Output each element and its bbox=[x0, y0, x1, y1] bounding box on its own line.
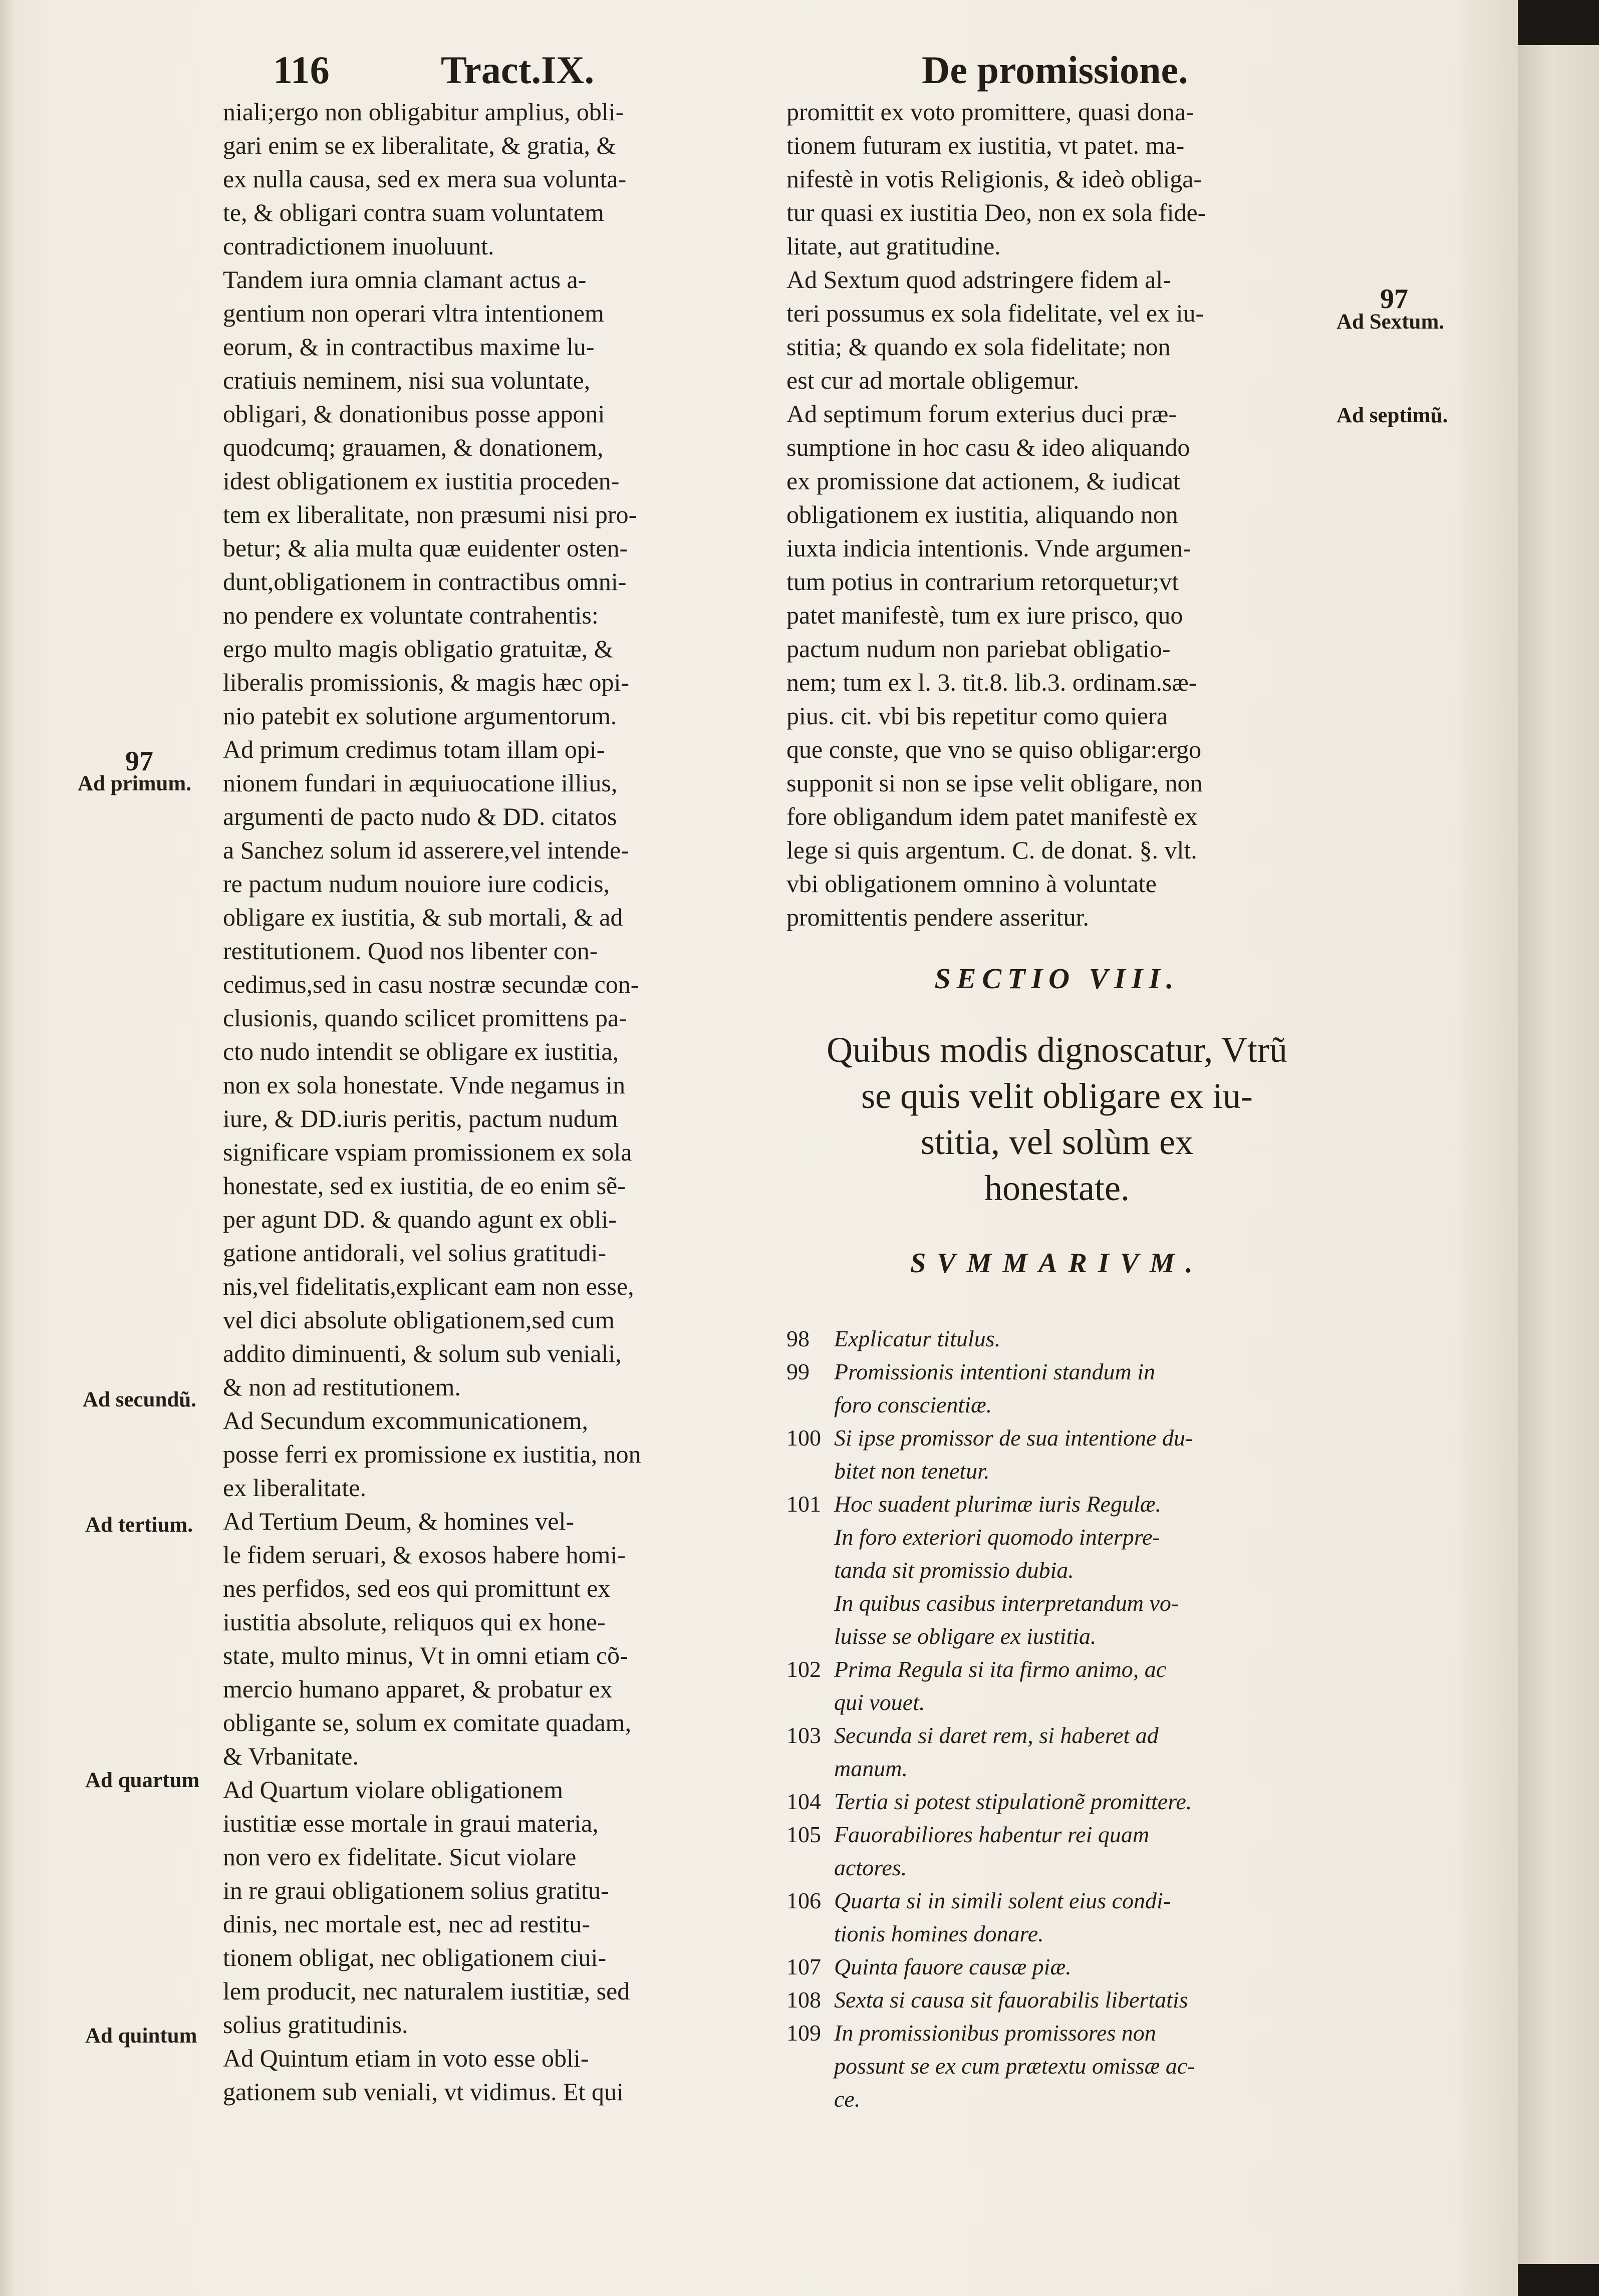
text-line: lege si quis argentum. C. de donat. §. vlt. bbox=[786, 836, 1197, 864]
text-line: vel dici absolute obligationem,sed cum bbox=[223, 1306, 615, 1334]
text-line: ex promissione dat actionem, & iudicat bbox=[786, 467, 1180, 495]
summary-item bbox=[786, 1950, 1327, 1983]
summary-number: 104 bbox=[786, 1789, 821, 1814]
text-line: que conste, que vno se quiso obligar:ergo bbox=[786, 735, 1202, 763]
text-line: cedimus,sed in casu nostræ secundæ con- bbox=[223, 970, 639, 998]
text-line: promittit ex voto promittere, quasi dona- bbox=[786, 98, 1194, 126]
section-title-line: honestate. bbox=[984, 1168, 1130, 1208]
text-line: stitia; & quando ex sola fidelitate; non bbox=[786, 333, 1171, 361]
section-title-line: se quis velit obligare ex iu- bbox=[861, 1076, 1253, 1116]
text-line: nifestè in votis Religionis, & ideò obliga- bbox=[786, 165, 1202, 193]
summary-text: Fauorabiliores habentur rei quam bbox=[834, 1822, 1150, 1847]
text-line: argumenti de pacto nudo & DD. citatos bbox=[223, 802, 617, 830]
margin-ad-quartum: Ad quartum bbox=[85, 1769, 200, 1792]
text-line: te, & obligari contra suam voluntatem bbox=[223, 198, 604, 226]
text-line: idest obligationem ex iustitia proceden- bbox=[223, 467, 620, 495]
text-line: tur quasi ex iustitia Deo, non ex sola fide- bbox=[786, 198, 1206, 226]
text-line: re pactum nudum nouiore iure codicis, bbox=[223, 870, 610, 898]
text-line: patet manifestè, tum ex iure prisco, quo bbox=[786, 601, 1183, 629]
text-line: obligationem ex iustitia, aliquando non bbox=[786, 500, 1178, 528]
summary-text: qui vouet. bbox=[834, 1689, 925, 1715]
summary-number: 107 bbox=[786, 1954, 821, 1979]
text-line: obligare ex iustitia, & sub mortali, & ad bbox=[223, 903, 623, 931]
text-line: ergo multo magis obligatio gratuitæ, & bbox=[223, 635, 614, 663]
summary-number: 98 bbox=[786, 1326, 810, 1351]
summary-text: In promissionibus promissores non bbox=[834, 2020, 1156, 2046]
summary-item bbox=[786, 1455, 1327, 1488]
text-line: nem; tum ex l. 3. tit.8. lib.3. ordinam.sæ- bbox=[786, 668, 1197, 696]
section-title-line: Quibus modis dignoscatur, Vtrũ bbox=[827, 1030, 1287, 1070]
text-line: Ad primum credimus totam illam opi- bbox=[223, 735, 605, 763]
text-line: ex liberalitate. bbox=[223, 1474, 366, 1502]
text-line: dinis, nec mortale est, nec ad restitu- bbox=[223, 1910, 591, 1938]
text-line: Ad Quartum violare obligationem bbox=[223, 1776, 564, 1804]
summary-number: 103 bbox=[786, 1723, 821, 1748]
margin-ad-primum: Ad primum. bbox=[78, 772, 191, 795]
summary-number: 99 bbox=[786, 1359, 810, 1384]
text-line: obligante se, solum ex comitate quadam, bbox=[223, 1708, 632, 1737]
text-line: gentium non operari vltra intentionem bbox=[223, 299, 604, 327]
text-line: cto nudo intendit se obligare ex iustitia, bbox=[223, 1037, 619, 1065]
summary-item bbox=[786, 1686, 1327, 1719]
text-line: promittentis pendere asseritur. bbox=[786, 903, 1090, 931]
text-line: in re graui obligationem solius gratitu- bbox=[223, 1876, 609, 1904]
summary-item bbox=[786, 2017, 1327, 2050]
text-line: pactum nudum non pariebat obligatio- bbox=[786, 635, 1171, 663]
text-line: Ad Secundum excommunicationem, bbox=[223, 1406, 589, 1434]
summary-item bbox=[786, 1752, 1327, 1785]
text-line: iure, & DD.iuris peritis, pactum nudum bbox=[223, 1104, 618, 1132]
running-header bbox=[0, 48, 1518, 93]
summary-number: 100 bbox=[786, 1425, 821, 1451]
summary-item bbox=[786, 1818, 1327, 1851]
summary-text: Sexta si causa sit fauorabilis libertatis bbox=[834, 1987, 1188, 2013]
text-line: pius. cit. vbi bis repetitur como quiera bbox=[786, 702, 1168, 730]
text-line: per agunt DD. & quando agunt ex obli- bbox=[223, 1205, 617, 1233]
margin-number-right: 97 bbox=[1380, 283, 1408, 315]
text-line: nes perfidos, sed eos qui promittunt ex bbox=[223, 1574, 611, 1602]
text-line: vbi obligationem omnino à voluntate bbox=[786, 870, 1157, 898]
text-line: Ad septimum forum exterius duci præ- bbox=[786, 400, 1177, 428]
summary-item bbox=[786, 1653, 1327, 1686]
summary-number: 109 bbox=[786, 2020, 821, 2046]
text-line: litate, aut gratitudine. bbox=[786, 232, 1001, 260]
summary-text: foro conscientiæ. bbox=[834, 1392, 992, 1417]
summary-item bbox=[786, 2050, 1327, 2083]
text-line: Ad Tertium Deum, & homines vel- bbox=[223, 1507, 575, 1535]
summary-text: ce. bbox=[834, 2086, 861, 2112]
text-line: nio patebit ex solutione argumentorum. bbox=[223, 702, 617, 730]
text-line: tionem obligat, nec obligationem ciui- bbox=[223, 1943, 607, 1971]
running-title: De promissione. bbox=[922, 48, 1188, 92]
summary-item bbox=[786, 1719, 1327, 1752]
text-line: & non ad restitutionem. bbox=[223, 1373, 461, 1401]
margin-ad-quintum: Ad quintum bbox=[85, 2024, 197, 2048]
text-line: sumptione in hoc casu & ideo aliquando bbox=[786, 433, 1190, 461]
summary-text: Quarta si in simili solent eius condi- bbox=[834, 1888, 1171, 1913]
text-line: significare vspiam promissionem ex sola bbox=[223, 1138, 632, 1166]
summary-text: Secunda si daret rem, si haberet ad bbox=[834, 1723, 1159, 1748]
summary-text: Promissionis intentioni standum in bbox=[834, 1359, 1156, 1384]
text-line: gatione antidorali, vel solius gratitudi- bbox=[223, 1239, 607, 1267]
right-column bbox=[786, 95, 1327, 934]
text-line: le fidem seruari, & exosos habere homi- bbox=[223, 1541, 626, 1569]
summary-item bbox=[786, 1322, 1327, 1355]
summary-number: 105 bbox=[786, 1822, 821, 1847]
text-line: cratiuis neminem, nisi sua voluntate, bbox=[223, 366, 591, 394]
text-line: clusionis, quando scilicet promittens pa- bbox=[223, 1004, 627, 1032]
summary-text: Prima Regula si ita firmo animo, ac bbox=[834, 1656, 1167, 1682]
summary-text: Si ipse promissor de sua intentione du- bbox=[834, 1425, 1193, 1451]
margin-ad-secundum: Ad secundũ. bbox=[83, 1388, 197, 1411]
text-line: no pendere ex voluntate contrahentis: bbox=[223, 601, 599, 629]
margin-number-left: 97 bbox=[125, 746, 153, 777]
margin-ad-sextum: Ad Sextum. bbox=[1337, 310, 1445, 334]
summary-item bbox=[786, 1851, 1327, 1884]
summary-text: actores. bbox=[834, 1855, 907, 1880]
text-line: tem ex liberalitate, non præsumi nisi pro- bbox=[223, 500, 637, 528]
text-line: fore obligandum idem patet manifestè ex bbox=[786, 802, 1198, 830]
summary-item bbox=[786, 1488, 1327, 1521]
summary-text: tanda sit promissio dubia. bbox=[834, 1557, 1074, 1583]
summary-text: Hoc suadent plurimæ iuris Regulæ. bbox=[834, 1491, 1161, 1517]
text-line: iustitiæ esse mortale in graui materia, bbox=[223, 1809, 599, 1837]
text-line: contradictionem inuoluunt. bbox=[223, 232, 494, 260]
text-line: iustitia absolute, reliquos qui ex hone- bbox=[223, 1608, 606, 1636]
summary-text: In quibus casibus interpretandum vo- bbox=[834, 1590, 1179, 1616]
margin-ad-septimum: Ad septimũ. bbox=[1337, 404, 1448, 427]
summary-item bbox=[786, 1884, 1327, 1917]
text-line: honestate, sed ex iustitia, de eo enim sẽ- bbox=[223, 1172, 626, 1200]
text-line: obligari, & donationibus posse apponi bbox=[223, 400, 605, 428]
text-line: niali;ergo non obligabitur amplius, obli- bbox=[223, 98, 624, 126]
text-line: mercio humano apparet, & probatur ex bbox=[223, 1675, 613, 1703]
section-label: SECTIO VIII. bbox=[934, 962, 1180, 995]
summary-item bbox=[786, 1355, 1327, 1388]
text-line: state, multo minus, Vt in omni etiam cõ- bbox=[223, 1641, 628, 1669]
next-page-edge bbox=[1518, 45, 1599, 2264]
text-line: est cur ad mortale obligemur. bbox=[786, 366, 1080, 394]
text-line: supponit si non se ipse velit obligare, non bbox=[786, 769, 1203, 797]
summary-text: tionis homines donare. bbox=[834, 1921, 1044, 1946]
summary-text: possunt se ex cum prætextu omissæ ac- bbox=[834, 2053, 1195, 2079]
text-line: eorum, & in contractibus maxime lu- bbox=[223, 333, 595, 361]
summary-label: SVMMARIVM. bbox=[910, 1248, 1204, 1279]
text-line: & Vrbanitate. bbox=[223, 1742, 359, 1770]
summary-item bbox=[786, 1620, 1327, 1653]
summary-number: 102 bbox=[786, 1656, 821, 1682]
summary-item bbox=[786, 1917, 1327, 1950]
summary-item bbox=[786, 1554, 1327, 1587]
left-column bbox=[223, 95, 764, 2109]
text-line: ex nulla causa, sed ex mera sua volunta- bbox=[223, 165, 627, 193]
treatise-title: Tract.IX. bbox=[441, 48, 595, 92]
summary-text: In foro exteriori quomodo interpre- bbox=[834, 1524, 1160, 1550]
text-line: restitutionem. Quod nos libenter con- bbox=[223, 937, 598, 965]
text-line: Tandem iura omnia clamant actus a- bbox=[223, 265, 587, 294]
text-line: quodcumq; grauamen, & donationem, bbox=[223, 433, 604, 461]
text-line: liberalis promissionis, & magis hæc opi- bbox=[223, 668, 630, 696]
text-line: posse ferri ex promissione ex iustitia, non bbox=[223, 1440, 641, 1468]
text-line: addito diminuenti, & solum sub veniali, bbox=[223, 1339, 622, 1367]
margin-ad-tertium: Ad tertium. bbox=[85, 1513, 193, 1537]
summary-text: luisse se obligare ex iustitia. bbox=[834, 1623, 1097, 1649]
summary-number: 106 bbox=[786, 1888, 821, 1913]
summary-text: Tertia si potest stipulationẽ promittere. bbox=[834, 1789, 1192, 1814]
summary-item bbox=[786, 1521, 1327, 1554]
summary-item bbox=[786, 2083, 1327, 2116]
text-line: teri possumus ex sola fidelitate, vel ex iu- bbox=[786, 299, 1204, 327]
summary-number: 108 bbox=[786, 1987, 821, 2013]
text-line: iuxta indicia intentionis. Vnde argumen- bbox=[786, 534, 1191, 562]
text-line: non vero ex fidelitate. Sicut violare bbox=[223, 1843, 577, 1871]
summary-text: bitet non tenetur. bbox=[834, 1458, 990, 1484]
summary-list bbox=[786, 1322, 1327, 2116]
text-line: gari enim se ex liberalitate, & gratia, & bbox=[223, 131, 616, 159]
summary-item bbox=[786, 1388, 1327, 1421]
summary-item bbox=[786, 1785, 1327, 1818]
summary-text: Quinta fauore causæ piæ. bbox=[834, 1954, 1072, 1979]
page-number: 116 bbox=[273, 48, 330, 92]
text-line: nis,vel fidelitatis,explicant eam non esse, bbox=[223, 1272, 634, 1300]
text-line: gationem sub veniali, vt vidimus. Et qui bbox=[223, 2078, 624, 2106]
text-line: Ad Sextum quod adstringere fidem al- bbox=[786, 265, 1171, 294]
text-line: Ad Quintum etiam in voto esse obli- bbox=[223, 2044, 589, 2072]
summary-item bbox=[786, 1421, 1327, 1455]
text-line: solius gratitudinis. bbox=[223, 2011, 408, 2039]
summary-text: Explicatur titulus. bbox=[834, 1326, 1001, 1351]
summary-item bbox=[786, 1587, 1327, 1620]
text-line: tum potius in contrarium retorquetur;vt bbox=[786, 567, 1179, 596]
text-line: lem producit, nec naturalem iustitiæ, sed bbox=[223, 1977, 630, 2005]
text-line: dunt,obligationem in contractibus omni- bbox=[223, 567, 627, 596]
text-line: betur; & alia multa quæ euidenter osten- bbox=[223, 534, 628, 562]
summary-item bbox=[786, 1983, 1327, 2017]
summary-text: manum. bbox=[834, 1756, 908, 1781]
text-line: a Sanchez solum id asserere,vel intende- bbox=[223, 836, 629, 864]
text-line: non ex sola honestate. Vnde negamus in bbox=[223, 1071, 626, 1099]
summary-number: 101 bbox=[786, 1491, 821, 1517]
text-line: tionem futuram ex iustitia, vt patet. ma- bbox=[786, 131, 1185, 159]
section-title bbox=[786, 1027, 1327, 1211]
section-title-line: stitia, vel solùm ex bbox=[921, 1122, 1193, 1162]
text-line: nionem fundari in æquiuocatione illius, bbox=[223, 769, 618, 797]
